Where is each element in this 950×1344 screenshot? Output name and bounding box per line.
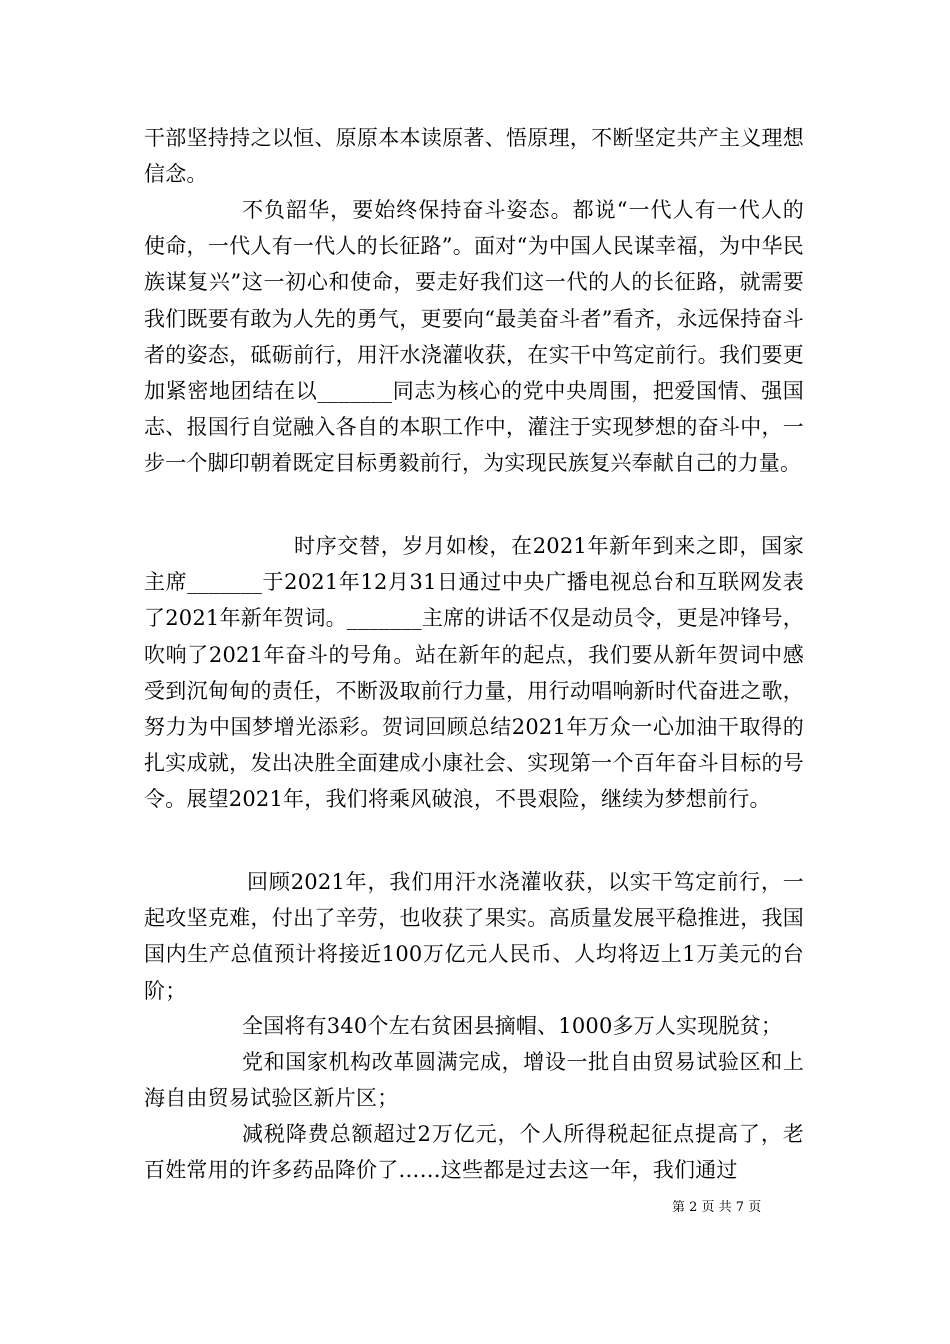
- paragraph-4: [144, 864, 804, 1009]
- paragraph-2: [144, 192, 804, 482]
- paragraph-text: 时序交替，岁月如梭，在2021年新年到来之即，国家主席_______于2021年12月31日通过中央广播电视总台和互联网发表了2021年新年贺词。_______主席的讲话不仅是动员令，更是冲锋号，吹响了2021年奋斗的号角。站在新年的起点，我们要从新年贺词中感受到沉甸甸的责任，不断汲取前行力量，用行动唱响新时代奋进之歌，努力为中国梦增光添彩。贺词回顾总结2021年万众一心加油干取得的扎实成就，发出决胜全面建成小康社会、实现第一个百年奋斗目标的号令。展望2021年，我们将乘风破浪，不畏艰险，继续为梦想前行。: [144, 534, 804, 812]
- paragraph-text: 干部坚持持之以恒、原原本本读原著、悟原理，不断坚定共产主义理想信念。: [144, 126, 804, 187]
- paragraph-1: [144, 120, 804, 192]
- paragraph-text: 党和国家机构改革圆满完成，增设一批自由贸易试验区和上海自由贸易试验区新片区；: [144, 1050, 804, 1111]
- paragraph-5: [144, 1008, 804, 1044]
- paragraph-3: [144, 528, 804, 818]
- paragraph-text: 减税降费总额超过2万亿元，个人所得税起征点提高了，老百姓常用的许多药品降价了……这些都是过去这一年，我们通过: [144, 1122, 804, 1183]
- paragraph-text: 回顾2021年，我们用汗水浇灌收获，以实干笃定前行，一起攻坚克难，付出了辛劳，也收获了果实。高质量发展平稳推进，我国国内生产总值预计将接近100万亿元人民币、人均将迈上1万美元的台阶；: [144, 870, 804, 1003]
- page-number-footer: 第 2 页 共 7 页: [672, 1200, 762, 1215]
- paragraph-6: [144, 1044, 804, 1116]
- paragraph-text: 不负韶华，要始终保持奋斗姿态。都说“一代人有一代人的使命，一代人有一代人的长征路”。面对“为中国人民谋幸福，为中华民族谋复兴”这一初心和使命，要走好我们这一代的人的长征路，就需要我们既要有敢为人先的勇气，更要向“最美奋斗者”看齐，永远保持奋斗者的姿态，砥砺前行，用汗水浇灌收获，在实干中笃定前行。我们要更加紧密地团结在以_______同志为核心的党中央周围，把爱国情、强国志、报国行自觉融入各自的本职工作中，灌注于实现梦想的奋斗中，一步一个脚印朝着既定目标勇毅前行，为实现民族复兴奉献自己的力量。: [144, 198, 804, 476]
- paragraph-text: 全国将有340个左右贫困县摘帽、1000多万人实现脱贫；: [242, 1014, 783, 1038]
- paragraph-7: [144, 1116, 804, 1188]
